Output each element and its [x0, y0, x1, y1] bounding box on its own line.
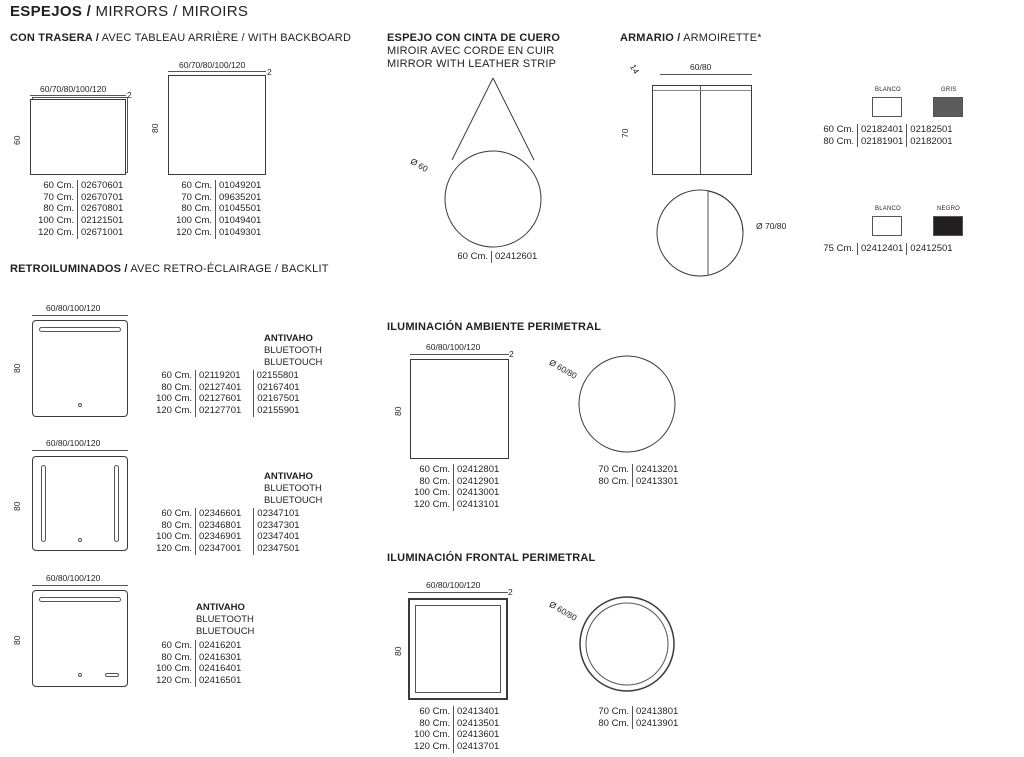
diameter-label: Ø 60/80	[547, 357, 579, 381]
cabinet-top-edge	[653, 90, 751, 91]
swatch-label-black: NEGRO	[937, 206, 961, 212]
dimension-line	[168, 71, 266, 72]
touch-button-icon	[78, 538, 82, 542]
mirror-backboard-60	[30, 99, 126, 175]
dimension-line	[32, 585, 128, 586]
code-table-ambient-rect: 60 Cm. 02412801 80 Cm. 02412901 100 Cm. 02413001 120 Cm. 02413101	[414, 464, 500, 511]
features-list: ANTIVAHO BLUETOOTH BLUETOUCH	[196, 602, 255, 637]
cabinet-rect-drawing	[652, 85, 752, 175]
width-label: 60/70/80/100/120	[179, 60, 246, 70]
mirror-backlit-1	[32, 320, 128, 417]
code-table-backboard-1: 60 Cm. 02670601 70 Cm. 02670701 80 Cm. 02670801 100 Cm. 02121501 120 Cm. 02671001	[38, 180, 124, 238]
touch-button-icon	[78, 673, 82, 677]
mirror-ambient-rect	[410, 359, 509, 459]
section-heading-frontal: ILUMINACIÓN FRONTAL PERIMETRAL	[387, 552, 596, 564]
height-label: 80	[150, 123, 160, 133]
mirror-backlit-2	[32, 456, 128, 551]
features-list: ANTIVAHO BLUETOOTH BLUETOUCH	[264, 333, 323, 368]
depth-label: 2	[267, 67, 272, 77]
height-label: 80	[12, 635, 22, 645]
swatch-white	[872, 216, 902, 236]
diameter-label: Ø 60	[408, 156, 430, 174]
section-heading-backboard: CON TRASERA / AVEC TABLEAU ARRIÈRE / WITH BACKBOARD	[10, 32, 352, 44]
code-table-backlit-3: 60 Cm. 02416201 80 Cm. 02416301 100 Cm. 02416401 120 Cm. 02416501	[156, 640, 242, 687]
led-strip-left	[41, 465, 46, 542]
dimension-line	[32, 450, 128, 451]
led-strip	[39, 597, 121, 602]
code-table-frontal-rect: 60 Cm. 02413401 80 Cm. 02413501 100 Cm. 02413601 120 Cm. 02413701	[414, 706, 500, 753]
section-heading-cabinet: ARMARIO / ARMOIRETTE*	[620, 32, 762, 44]
touch-button-icon	[78, 403, 82, 407]
cabinet-round-drawing	[650, 188, 760, 298]
section-heading-ambient: ILUMINACIÓN AMBIENTE PERIMETRAL	[387, 321, 602, 333]
mirror-ambient-round	[578, 355, 678, 455]
page-title: ESPEJOS / MIRRORS / MIROIRS	[10, 3, 249, 20]
section-heading-backlit: RETROILUMINADOS / AVEC RETRO-ÉCLAIRAGE / BACKLIT	[10, 263, 329, 275]
code-table-frontal-round: 70 Cm. 02413801 80 Cm. 02413901	[598, 706, 679, 729]
depth-label: 2	[508, 587, 513, 597]
mirror-frontal-rect	[408, 598, 508, 700]
leather-mirror-drawing	[440, 76, 560, 276]
height-label: 60	[12, 135, 22, 145]
code-table-cabinet-round: 75 Cm. 02412401 02412501	[823, 243, 953, 254]
led-strip-right	[114, 465, 119, 542]
dimension-line	[32, 315, 128, 316]
code-table-leather: 60 Cm. 02412601	[457, 251, 538, 262]
cabinet-door-divider	[700, 86, 701, 174]
height-label: 80	[12, 501, 22, 511]
features-list: ANTIVAHO BLUETOOTH BLUETOUCH	[264, 471, 323, 506]
code-table-backlit-1: 60 Cm. 02119201 02155801 80 Cm. 02127401 02167401 100 Cm. 02127601 02167501 120 Cm. 02127701 02155901	[156, 370, 300, 417]
width-label: 60/80/100/120	[426, 580, 481, 590]
swatch-grey	[933, 97, 963, 117]
swatch-white	[872, 97, 902, 117]
swatch-label-white: BLANCO	[875, 206, 901, 212]
code-table-cabinet-rect: 60 Cm. 02182401 02182501 80 Cm. 02181901 02182001	[823, 124, 953, 147]
code-table-ambient-round: 70 Cm. 02413201 80 Cm. 02413301	[598, 464, 679, 487]
dimension-line	[408, 592, 508, 593]
mirror-frontal-round	[578, 596, 678, 696]
swatch-label-white: BLANCO	[875, 87, 901, 93]
code-table-backlit-2: 60 Cm. 02346601 02347101 80 Cm. 02346801 02347301 100 Cm. 02346901 02347401 120 Cm. 02347001 02347501	[156, 508, 300, 555]
code-table-backboard-2: 60 Cm. 01049201 70 Cm. 09635201 80 Cm. 01045501 100 Cm. 01049401 120 Cm. 01049301	[176, 180, 262, 238]
control-buttons-icon	[105, 673, 119, 677]
height-label: 80	[393, 406, 403, 416]
width-label: 60/80/100/120	[46, 573, 101, 583]
height-label: 70	[620, 128, 630, 138]
width-label: 60/80/100/120	[46, 303, 101, 313]
width-label: 60/80	[690, 62, 712, 72]
mirror-backlit-3	[32, 590, 128, 687]
depth-label: 14	[628, 62, 642, 76]
dimension-line	[30, 95, 126, 96]
depth-label: 2	[509, 349, 514, 359]
swatch-black	[933, 216, 963, 236]
height-label: 80	[393, 646, 403, 656]
width-label: 60/80/100/120	[426, 342, 481, 352]
mirror-backboard-80	[168, 75, 266, 175]
height-label: 80	[12, 363, 22, 373]
dimension-line	[410, 354, 509, 355]
width-label: 60/70/80/100/120	[40, 84, 107, 94]
swatch-label-grey: GRIS	[941, 87, 957, 93]
diameter-label: Ø 60/80	[547, 599, 579, 623]
diameter-label: Ø 70/80	[756, 221, 787, 231]
led-strip	[39, 327, 121, 332]
depth-label: 2	[127, 90, 132, 100]
width-label: 60/80/100/120	[46, 438, 101, 448]
section-heading-leather: ESPEJO CON CINTA DE CUERO MIROIR AVEC CORDE EN CUIR MIRROR WITH LEATHER STRIP	[387, 32, 561, 70]
led-frame	[415, 605, 501, 693]
dimension-line	[660, 74, 752, 75]
